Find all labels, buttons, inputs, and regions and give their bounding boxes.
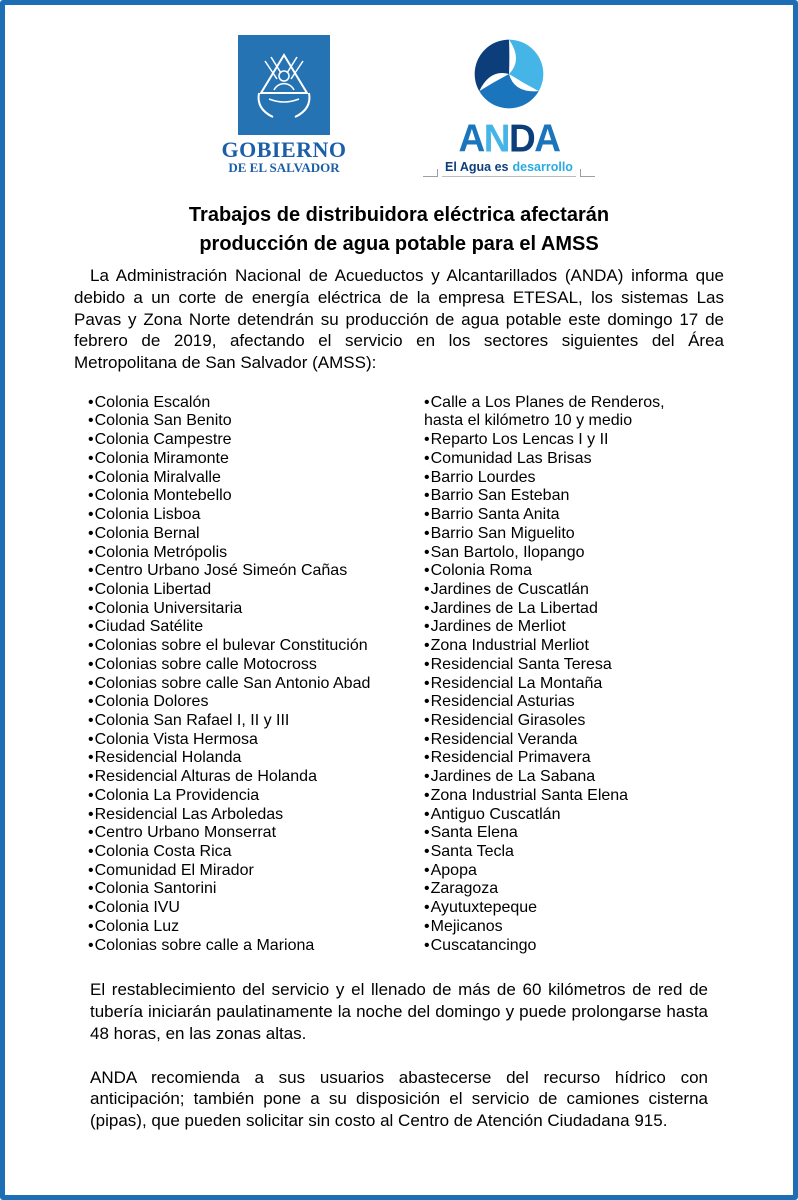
bullet-icon: • [88,936,94,954]
sector-list-item [88,487,424,506]
sector-name: Colonia Roma [430,562,532,580]
sector-name: Jardines de Merliot [430,618,566,636]
bullet-icon: • [424,824,430,842]
sector-list-item [424,862,704,881]
sector-list-item [424,581,704,600]
bullet-icon: • [424,393,430,411]
bullet-icon: • [88,637,94,655]
sector-list-item [424,506,704,525]
sector-name: Colonia Metrópolis [94,543,228,561]
bullet-icon: • [88,768,94,786]
sector-name: Colonia Montebello [94,487,232,505]
bullet-icon: • [88,599,94,617]
bullet-icon: • [88,431,94,449]
tagline-light-text: desarrollo [512,160,573,174]
sector-list-item [424,712,704,731]
sector-list-item [88,918,424,937]
sector-name: Colonia Miralvalle [94,468,221,486]
bullet-icon: • [424,431,430,449]
sector-list-item [424,824,704,843]
bullet-icon: • [88,506,94,524]
sector-name: Colonia San Rafael I, II y III [94,711,290,729]
sector-name: Reparto Los Lencas I y II [430,431,609,449]
sector-name: Residencial Alturas de Holanda [94,768,317,786]
bullet-icon: • [88,824,94,842]
sector-list-item [424,600,704,619]
bullet-icon: • [424,861,430,879]
sector-list-item [88,806,424,825]
sector-list-item [424,431,704,450]
bullet-icon: • [424,749,430,767]
bullet-icon: • [424,562,430,580]
gobierno-subtitle: DE EL SALVADOR [228,160,340,176]
sector-list-item [424,768,704,787]
bullet-icon: • [424,805,430,823]
sector-list-item [88,862,424,881]
sector-list-item [88,675,424,694]
sector-list-item [88,937,424,956]
tagline-bracket-line [423,169,438,177]
sector-name: Zaragoza [430,880,499,898]
sector-list-item [88,412,424,431]
anda-wordmark: ANDA [458,116,560,161]
sector-name: Residencial La Montaña [430,674,603,692]
bullet-icon: • [424,674,430,692]
sector-list-item [424,487,704,506]
sector-list-item [424,899,704,918]
bullet-icon: • [88,393,94,411]
sector-name: Santa Elena [430,824,518,842]
bullet-icon: • [424,524,430,542]
sector-name: Jardines de Cuscatlán [430,580,589,598]
sector-list-item [88,581,424,600]
sector-name: Barrio San Miguelito [430,524,575,542]
sector-name: Residencial Girasoles [430,711,586,729]
sector-name: Colonia Libertad [94,580,212,598]
gobierno-title: GOBIERNO [221,137,347,162]
bullet-icon: • [424,487,430,505]
sector-list-item [88,469,424,488]
sector-list-item [88,562,424,581]
sector-list-item [424,618,704,637]
sector-list-item [424,731,704,750]
anda-logo [419,35,599,177]
bullet-icon: • [424,917,430,935]
bullet-icon: • [88,412,94,430]
sector-list-item [424,544,704,563]
sector-list-item [88,656,424,675]
sector-list-item [424,787,704,806]
anda-tagline [419,160,599,177]
bullet-icon: • [88,899,94,917]
sector-list-item [424,806,704,825]
sector-name: Zona Industrial Santa Elena [430,786,629,804]
sectors-column-left [88,394,424,956]
sector-name: Comunidad El Mirador [94,861,254,879]
sector-list-item [424,843,704,862]
bullet-icon: • [88,843,94,860]
sector-name: Residencial Santa Teresa [430,655,612,673]
bullet-icon: • [424,618,430,636]
bullet-icon: • [424,468,430,486]
sector-name: Residencial Holanda [94,749,242,767]
coat-of-arms-icon [238,35,330,135]
bullet-icon: • [88,468,94,486]
closing-paragraph-2: ANDA recomienda a sus usuarios abastecerse del recurso hídrico con anticipación; también pone a su disposición el servicio de camiones cisterna (pipas), que pueden solicitar sin costo al Centro de Atención Ciudadana 915. [90,1067,708,1131]
sector-list-item [88,787,424,806]
bullet-icon: • [424,506,430,524]
sectors-column-right [424,394,704,956]
sector-name: Centro Urbano Monserrat [94,824,277,842]
sector-list-item [424,450,704,469]
sector-list-item [88,768,424,787]
sector-list-item [424,469,704,488]
bullet-icon: • [424,580,430,598]
sector-name: Barrio Lourdes [430,468,536,486]
bullet-icon: • [424,693,430,711]
sector-list-item [88,600,424,619]
sector-name: Residencial Asturias [430,693,575,711]
bullet-icon: • [424,543,430,561]
bullet-icon: • [88,693,94,711]
intro-paragraph: La Administración Nacional de Acueductos y Alcantarillados (ANDA) informa que debido a un corte de energía eléctrica de la empresa ETESAL, los sistemas Las Pavas y Zona Norte detendrán su producción de agua potable este domingo 17 de febrero de 2019, afectando el servicio en los sectores siguientes del Área Metropolitana de San Salvador (AMSS): [74,266,724,372]
sector-list-item [88,693,424,712]
sector-list-item [88,749,424,768]
sector-name: Colonia Escalón [94,393,211,411]
bullet-icon: • [88,655,94,673]
sector-list-item [88,899,424,918]
bullet-icon: • [88,618,94,636]
page-title [5,201,793,259]
sector-name: Calle a Los Planes de Renderos, hasta el kilómetro 10 y medio [424,393,665,430]
sector-name: Colonias sobre calle San Antonio Abad [94,674,371,692]
affected-sectors [74,394,724,956]
sector-name: Colonias sobre calle a Mariona [94,936,315,954]
sector-name: San Bartolo, Ilopango [430,543,585,561]
sector-list-item [424,918,704,937]
sector-name: Colonia Campestre [94,431,232,449]
sector-name: Colonia Santorini [94,880,217,898]
bullet-icon: • [88,487,94,505]
sector-list-item [88,843,424,862]
sector-list-item [88,880,424,899]
sector-name: Apopa [430,861,477,879]
sector-name: Cuscatancingo [430,936,537,954]
sector-name: Colonias sobre el bulevar Constitución [94,637,368,655]
sector-list-item [88,525,424,544]
sector-name: Colonia Costa Rica [94,843,232,860]
sector-name: Ciudad Satélite [94,618,204,636]
sector-name: Mejicanos [430,917,503,935]
sector-name: Colonia Vista Hermosa [94,730,258,748]
sector-list-item [424,693,704,712]
sector-name: Antiguo Cuscatlán [430,805,561,823]
sector-name: Colonia La Providencia [94,786,260,804]
gobierno-logo [199,35,369,175]
bullet-icon: • [88,524,94,542]
sector-name: Barrio San Esteban [430,487,570,505]
bullet-icon: • [88,861,94,879]
sector-list-item [424,675,704,694]
bullet-icon: • [88,917,94,935]
sector-name: Colonia Luz [94,917,180,935]
title-line-1: Trabajos de distribuidora eléctrica afectarán [188,204,610,226]
bullet-icon: • [424,899,430,917]
bullet-icon: • [424,730,430,748]
sector-name: Colonia Universitaria [94,599,243,617]
sector-list-item [424,937,704,956]
bullet-icon: • [88,711,94,729]
sector-list-item [424,749,704,768]
sector-list-item [88,712,424,731]
sector-name: Colonia Dolores [94,693,209,711]
bullet-icon: • [88,805,94,823]
title-line-2: producción de agua potable para el AMSS [199,233,599,255]
bullet-icon: • [424,936,430,954]
sector-list-item [88,731,424,750]
closing-paragraph-1: El restablecimiento del servicio y el llenado de más de 60 kilómetros de red de tubería iniciarán paulatinamente la noche del domingo y puede prolongarse hasta 48 horas, en las zonas altas. [90,980,708,1043]
sector-name: Colonia IVU [94,899,180,917]
header [5,35,793,177]
bullet-icon: • [88,674,94,692]
sector-name: Residencial Veranda [430,730,578,748]
sector-name: Jardines de La Sabana [430,768,596,786]
sector-list-item [424,525,704,544]
sector-name: Ayutuxtepeque [430,899,538,917]
sector-name: Colonia San Benito [94,412,232,430]
sector-name: Colonias sobre calle Motocross [94,655,317,673]
bullet-icon: • [424,637,430,655]
sector-list-item [88,824,424,843]
sector-name: Colonia Miramonte [94,449,229,467]
sector-name: Centro Urbano José Simeón Cañas [94,562,348,580]
bullet-icon: • [88,880,94,898]
bullet-icon: • [424,449,430,467]
bullet-icon: • [88,730,94,748]
sector-name: Colonia Lisboa [94,506,201,524]
anda-swirl-icon [419,35,599,118]
tagline-bracket-line [580,169,595,177]
bullet-icon: • [424,880,430,898]
bullet-icon: • [88,543,94,561]
bullet-icon: • [88,580,94,598]
sector-list-item [88,544,424,563]
bullet-icon: • [88,786,94,804]
sector-list-item [424,656,704,675]
sector-name: Residencial Primavera [430,749,591,767]
bullet-icon: • [424,843,430,860]
sector-list-item [88,637,424,656]
sector-name: Residencial Las Arboledas [94,805,284,823]
sector-name: Santa Tecla [430,843,514,860]
bullet-icon: • [424,599,430,617]
sector-list-item [424,562,704,581]
sector-name: Comunidad Las Brisas [430,449,592,467]
sector-list-item [88,450,424,469]
sector-list-item [424,637,704,656]
sector-list-item [88,431,424,450]
sector-name: Colonia Bernal [94,524,200,542]
sector-name: Zona Industrial Merliot [430,637,589,655]
sector-list-item [88,394,424,413]
bullet-icon: • [424,711,430,729]
sector-name: Barrio Santa Anita [430,506,560,524]
bullet-icon: • [88,449,94,467]
bullet-icon: • [424,768,430,786]
bullet-icon: • [88,562,94,580]
sector-list-item [424,394,704,431]
bullet-icon: • [424,655,430,673]
sector-list-item [424,880,704,899]
sector-name: Jardines de La Libertad [430,599,598,617]
bullet-icon: • [424,786,430,804]
sector-list-item [88,618,424,637]
sector-list-item [88,506,424,525]
bullet-icon: • [88,749,94,767]
tagline-dark-text: El Agua es [445,160,509,174]
